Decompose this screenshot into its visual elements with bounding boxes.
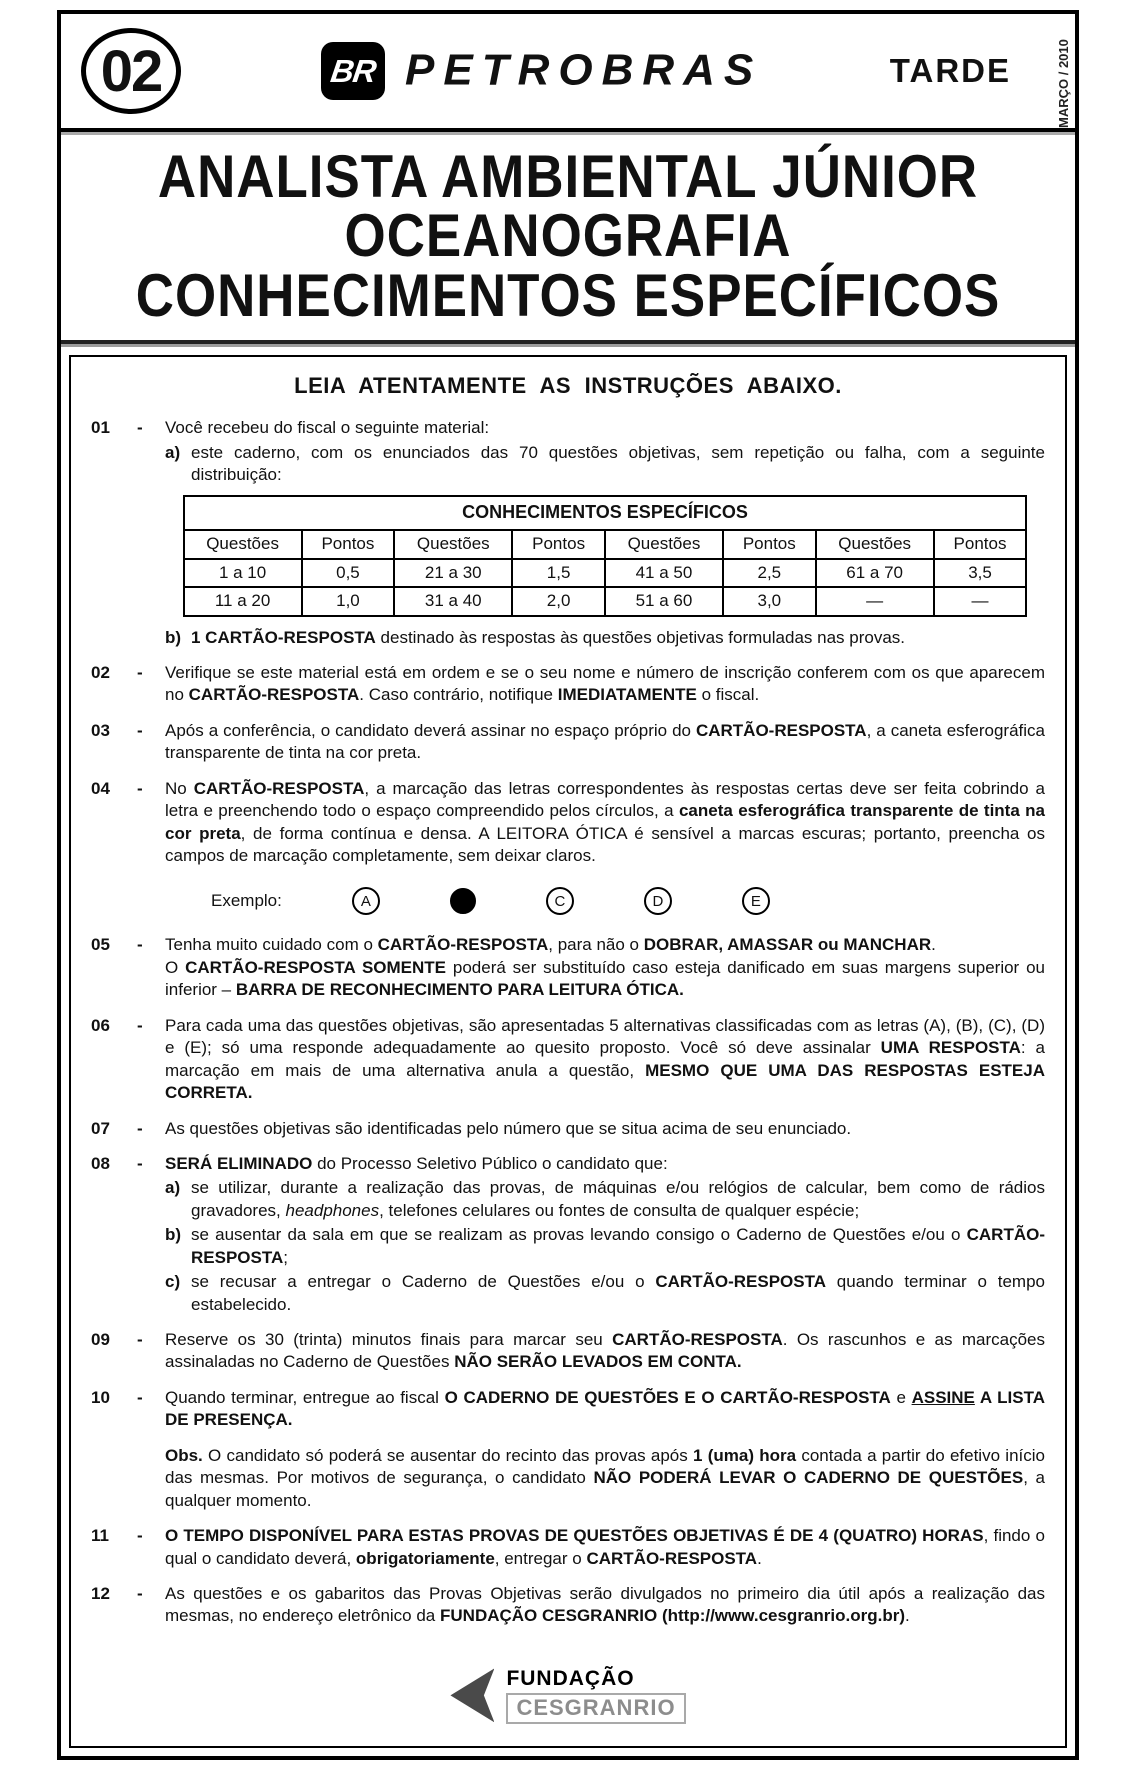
- instruction-item-07: [91, 1118, 1045, 1140]
- filled-option-icon: [450, 888, 476, 914]
- instruction-item-04: [91, 778, 1045, 922]
- item-paragraph: No CARTÃO-RESPOSTA, a marcação das letras correspondentes às respostas certas deve ser feita cobrindo a letra e preenchendo todo o espaço compreendido pelos círculos, a caneta esferográfica transparente de tinta na cor preta, de forma contínua e densa. A LEITORA ÓTICA é sensível a marcas escuras; portanto, preencha os campos de marcação completamente, sem deixar claros.: [165, 778, 1045, 866]
- item-body: [165, 720, 1045, 765]
- item-number: 10: [91, 1387, 110, 1407]
- subitem-text: se ausentar da sala em que se realizam as provas levando consigo o Caderno de Questões e/ou o CARTÃO-RESPOSTA;: [191, 1225, 1045, 1267]
- item-paragraph: Reserve os 30 (trinta) minutos finais para marcar seu CARTÃO-RESPOSTA. Os rascunhos e as marcações assinaladas no Caderno de Questões NÃO SERÃO LEVADOS EM CONTA.: [165, 1330, 1046, 1372]
- item-number: 04: [91, 778, 110, 798]
- table-row: [184, 587, 1027, 615]
- exam-title: [61, 132, 1075, 340]
- brand-name: PETROBRAS: [405, 46, 763, 95]
- option-circle-icon: D: [644, 887, 672, 915]
- item-subitem: [165, 1271, 1045, 1316]
- instruction-item-01: [91, 417, 1045, 649]
- instruction-item-08: [91, 1153, 1045, 1316]
- table-cell: 21 a 30: [394, 559, 512, 587]
- item-number: 03: [91, 720, 110, 740]
- instruction-item-12: [91, 1583, 1045, 1628]
- option-circle-icon: C: [546, 887, 574, 915]
- item-dash: -: [137, 778, 143, 798]
- table-cell: 31 a 40: [394, 587, 512, 615]
- table-cell: 1,5: [512, 559, 605, 587]
- instructions-heading: LEIA ATENTAMENTE AS INSTRUÇÕES ABAIXO.: [294, 373, 842, 399]
- item-number: 07: [91, 1118, 110, 1138]
- page-header: [61, 14, 1075, 132]
- item-body: [165, 1118, 1045, 1140]
- item-body: [165, 662, 1045, 707]
- points-table-header: Questões: [394, 530, 512, 558]
- subitem-text: 1 CARTÃO-RESPOSTA destinado às respostas às questões objetivas formuladas nas provas.: [191, 627, 906, 647]
- subitem-label: c): [165, 1272, 181, 1292]
- table-cell: 3,5: [934, 559, 1027, 587]
- example-label: Exemplo:: [211, 891, 282, 911]
- item-dash: -: [137, 720, 143, 740]
- points-table-header: Pontos: [302, 530, 395, 558]
- marking-example: [211, 887, 1045, 915]
- item-subitem: [165, 442, 1045, 487]
- item-subitem: [165, 1224, 1045, 1269]
- points-table-header: Pontos: [723, 530, 816, 558]
- item-dash: -: [137, 1526, 143, 1546]
- instruction-item-02: [91, 662, 1045, 707]
- table-cell: 3,0: [723, 587, 816, 615]
- item-paragraph: Tenha muito cuidado com o CARTÃO-RESPOSTA, para não o DOBRAR, AMASSAR ou MANCHAR.: [165, 935, 936, 955]
- br-logo-text: BR: [328, 52, 378, 89]
- item-body: [165, 934, 1045, 1001]
- title-divider: [61, 340, 1075, 347]
- table-cell: 51 a 60: [605, 587, 723, 615]
- br-logo-icon: [321, 42, 385, 100]
- points-table-header: Questões: [605, 530, 723, 558]
- item-dash: -: [137, 1387, 143, 1407]
- item-paragraph: SERÁ ELIMINADO do Processo Seletivo Público o candidato que:: [165, 1153, 668, 1173]
- item-number: 02: [91, 662, 110, 682]
- table-cell: 61 a 70: [816, 559, 934, 587]
- item-number: 05: [91, 935, 110, 955]
- table-cell: 1 a 10: [184, 559, 302, 587]
- instructions-box: [69, 355, 1067, 1748]
- exam-code-badge: [81, 28, 181, 114]
- exam-code: 02: [100, 38, 162, 104]
- item-body: [165, 1387, 1045, 1512]
- item-number: 09: [91, 1330, 110, 1350]
- petrobras-logo: [321, 42, 762, 100]
- item-paragraph: As questões e os gabaritos das Provas Objetivas serão divulgados no primeiro dia útil após a realização das mesmas, no endereço eletrônico da FUNDAÇÃO CESGRANRIO (http://www.cesgranrio.org.br).: [165, 1583, 1045, 1626]
- cesgranrio-arrow-icon: [450, 1668, 494, 1722]
- exam-cover-page: [57, 10, 1079, 1760]
- table-cell: —: [816, 587, 934, 615]
- item-paragraph: O CARTÃO-RESPOSTA SOMENTE poderá ser substituído caso esteja danificado em suas margens superior ou inferior – BARRA DE RECONHECIMENTO PARA LEITURA ÓTICA.: [165, 957, 1045, 1000]
- table-cell: —: [934, 587, 1027, 615]
- table-cell: 41 a 50: [605, 559, 723, 587]
- item-body: [165, 417, 1045, 649]
- item-dash: -: [137, 662, 143, 682]
- item-body: [165, 778, 1045, 922]
- cesgranrio-label: CESGRANRIO: [506, 1693, 685, 1724]
- instruction-item-03: [91, 720, 1045, 765]
- points-table: [183, 495, 1028, 616]
- item-dash: -: [137, 1330, 143, 1350]
- points-table-header: Questões: [816, 530, 934, 558]
- subitem-label: b): [165, 627, 182, 647]
- item-observation: Obs. O candidato só poderá se ausentar do recinto das provas após 1 (uma) hora contada a partir do efetivo início das mesmas. Por motivos de segurança, o candidato NÃO PODERÁ LEVAR O CADERNO DE QUESTÕES, a qualquer momento.: [165, 1445, 1045, 1510]
- item-number: 12: [91, 1583, 110, 1603]
- edition-label: MARÇO / 2010: [1056, 39, 1071, 128]
- item-dash: -: [137, 1015, 143, 1035]
- subitem-label: a): [165, 442, 181, 462]
- option-circle-icon: A: [352, 887, 380, 915]
- item-subitem: [165, 627, 1045, 649]
- item-dash: -: [137, 1153, 143, 1173]
- item-number: 11: [91, 1526, 109, 1546]
- item-dash: -: [137, 1118, 143, 1138]
- instruction-item-11: [91, 1525, 1045, 1570]
- foundation-label: FUNDAÇÃO: [506, 1666, 635, 1690]
- table-row: [184, 559, 1027, 587]
- points-table-header: Pontos: [512, 530, 605, 558]
- table-cell: 11 a 20: [184, 587, 302, 615]
- item-paragraph: Verifique se este material está em ordem e se o seu nome e número de inscrição conferem com os que aparecem no CARTÃO-RESPOSTA. Caso contrário, notifique IMEDIATAMENTE o fiscal.: [165, 662, 1045, 705]
- points-table-header: Pontos: [934, 530, 1027, 558]
- item-body: [165, 1329, 1045, 1374]
- subitem-label: a): [165, 1178, 181, 1198]
- instruction-item-06: [91, 1015, 1045, 1105]
- exam-title-line: OCEANOGRAFIA: [344, 202, 792, 270]
- item-body: [165, 1015, 1045, 1105]
- subitem-text: se recusar a entregar o Caderno de Questões e/ou o CARTÃO-RESPOSTA quando terminar o tempo estabelecido.: [191, 1272, 1046, 1314]
- option-circle-icon: E: [742, 887, 770, 915]
- table-cell: 1,0: [302, 587, 395, 615]
- item-paragraph: As questões objetivas são identificadas pelo número que se situa acima de seu enunciado.: [165, 1118, 852, 1138]
- exam-title-line: ANALISTA AMBIENTAL JÚNIOR: [157, 143, 979, 211]
- instruction-item-09: [91, 1329, 1045, 1374]
- item-dash: -: [137, 1583, 143, 1603]
- item-body: [165, 1153, 1045, 1316]
- item-subitem: [165, 1177, 1045, 1222]
- item-dash: -: [137, 935, 143, 955]
- subitem-label: b): [165, 1225, 182, 1245]
- shift-label: TARDE: [889, 52, 1011, 89]
- cesgranrio-logo-text: [506, 1667, 685, 1724]
- exam-title-line: CONHECIMENTOS ESPECÍFICOS: [135, 262, 1001, 330]
- instruction-items: [91, 417, 1045, 1641]
- table-cell: 0,5: [302, 559, 395, 587]
- table-cell: 2,5: [723, 559, 816, 587]
- item-paragraph: O TEMPO DISPONÍVEL PARA ESTAS PROVAS DE QUESTÕES OBJETIVAS É DE 4 (QUATRO) HORAS, findo o qual o candidato deverá, obrigatoriamente, entregar o CARTÃO-RESPOSTA.: [165, 1526, 1045, 1568]
- item-dash: -: [137, 418, 143, 438]
- instruction-item-10: [91, 1387, 1045, 1512]
- points-table-header: Questões: [184, 530, 302, 558]
- instruction-item-05: [91, 934, 1045, 1001]
- item-body: [165, 1525, 1045, 1570]
- item-paragraph: Você recebeu do fiscal o seguinte material:: [165, 418, 490, 438]
- item-paragraph: Para cada uma das questões objetivas, são apresentadas 5 alternativas classificadas com as letras (A), (B), (C), (D) e (E); só uma responde adequadamente ao quesito proposto. Você só deve assinalar UMA RESPOSTA: a marcação em mais de uma alternativa anula a questão, MESMO QUE UMA DAS RESPOSTAS ESTEJA CORRETA.: [165, 1015, 1046, 1103]
- table-cell: 2,0: [512, 587, 605, 615]
- item-number: 06: [91, 1015, 110, 1035]
- points-table-title: CONHECIMENTOS ESPECÍFICOS: [184, 496, 1027, 530]
- item-number: 08: [91, 1153, 110, 1173]
- item-paragraph: Após a conferência, o candidato deverá assinar no espaço próprio do CARTÃO-RESPOSTA, a caneta esferográfica transparente de tinta na cor preta.: [165, 720, 1045, 763]
- item-body: [165, 1583, 1045, 1628]
- cesgranrio-logo: [91, 1641, 1045, 1732]
- item-paragraph: Quando terminar, entregue ao fiscal O CADERNO DE QUESTÕES E O CARTÃO-RESPOSTA e ASSINE A LISTA DE PRESENÇA.: [165, 1387, 1046, 1430]
- subitem-text: este caderno, com os enunciados das 70 questões objetivas, sem repetição ou falha, com a seguinte distribuição:: [191, 442, 1045, 485]
- subitem-text: se utilizar, durante a realização das provas, de máquinas e/ou relógios de calcular, bem como de rádios gravadores, headphones, telefones celulares ou fontes de consulta de qualquer espécie;: [191, 1178, 1045, 1220]
- item-number: 01: [91, 418, 110, 438]
